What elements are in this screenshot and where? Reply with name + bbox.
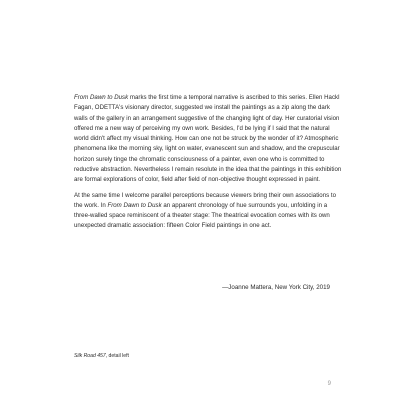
- paragraph-text: marks the first time a temporal narrative is ascribed to this series. Ellen Hackl Fagan, ODETTA's visionary director, suggested we install the paintings as a zip along the dark walls of the gallery in an arrangement suggestive of the changing light of day. Her curatorial vision offered me a new way of perceiving my own work. Besides, I'd be lying if I said that the natural world didn't affect my visual thinking. How can one not be struck by the wonder of it? Atmospheric phenomena like the morning sky, light on water, evanescent sun and shadow, and the crepuscular horizon surely tinge the chromatic consciousness of a painter, even one who is committed to reductive abstraction. Nevertheless I remain resolute in the idea that the paintings in this exhibition are formal explorations of color, field after field of non-objective thought expressed in paint.: [74, 94, 342, 183]
- statement-paragraph-2: [74, 191, 344, 232]
- exhibition-title: From Dawn to Dusk: [107, 201, 162, 209]
- exhibition-title: From Dawn to Dusk: [74, 94, 129, 101]
- artwork-title: Silk Road 457: [74, 353, 106, 359]
- page-number: 9: [327, 381, 331, 387]
- image-caption: [74, 352, 129, 360]
- paragraph-text: At the same time I welcome parallel perceptions because viewers bring their own associations to the work. In: [74, 191, 337, 209]
- paragraph-text: an apparent chronology of hue surrounds you, unfolding in a three-walled space reminiscent of a theater stage: The theatrical evocation comes with its own unexpected dramatic association: fifteen Color Field paintings in one act.: [74, 201, 330, 230]
- statement-paragraph-1: [74, 93, 344, 185]
- caption-text: , detail left: [105, 353, 129, 359]
- author-signature: —Joanne Mattera, New York City, 2019: [222, 284, 330, 291]
- artist-statement: [74, 93, 344, 232]
